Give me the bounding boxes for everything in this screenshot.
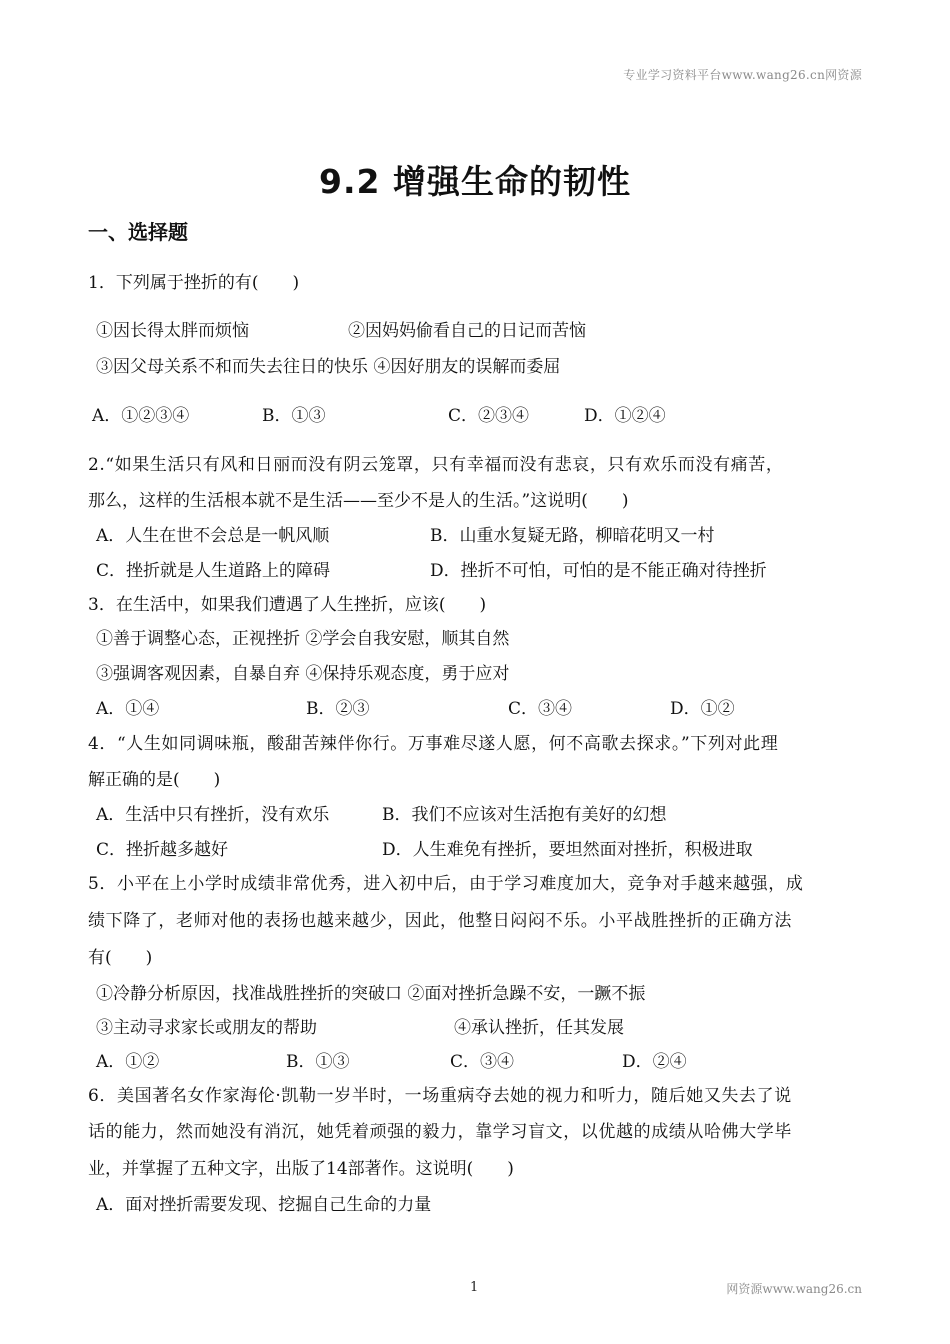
q3-option-a: A．①④	[96, 699, 160, 719]
q5-item-1: ①冷静分析原因，找准战胜挫折的突破口 ②面对挫折急躁不安，一蹶不振	[96, 984, 646, 1004]
q5-item-4: ④承认挫折，任其发展	[454, 1018, 624, 1038]
q1-option-a: A．①②③④	[92, 406, 190, 426]
q6-stem-line-2: 话的能力，然而她没有消沉，她凭着顽强的毅力，靠学习盲文，以优越的成绩从哈佛大学毕	[88, 1122, 792, 1142]
q3-option-c: C．③④	[508, 699, 573, 719]
q6-option-a: A．面对挫折需要发现、挖掘自己生命的力量	[96, 1195, 432, 1215]
q6-stem-line-1: 6．美国著名女作家海伦·凯勒一岁半时，一场重病夺去她的视力和听力，随后她又失去了说	[88, 1086, 792, 1106]
q1-option-d: D．①②④	[584, 406, 666, 426]
q4-stem-line-1: 4．“人生如同调味瓶，酸甜苦辣伴你行。万事难尽遂人愿，何不高歌去探求。”下列对此理	[88, 734, 779, 754]
q5-option-c: C．③④	[450, 1052, 515, 1072]
header-watermark: 专业学习资料平台www.wang26.cn网资源	[623, 68, 862, 82]
footer-watermark: 网资源www.wang26.cn	[726, 1282, 862, 1296]
q2-option-d: D．挫折不可怕，可怕的是不能正确对待挫折	[430, 561, 767, 581]
page-title: 9.2 增强生命的韧性	[319, 162, 631, 201]
q2-option-a: A．人生在世不会总是一帆风顺	[96, 526, 330, 546]
q2-option-b: B．山重水复疑无路，柳暗花明又一村	[430, 526, 715, 546]
q6-stem-line-3: 业，并掌握了五种文字，出版了14部著作。这说明( )	[88, 1159, 514, 1179]
q1-option-b: B．①③	[262, 406, 326, 426]
q5-stem-line-3: 有( )	[88, 948, 153, 968]
q5-option-a: A．①②	[96, 1052, 160, 1072]
q2-option-c: C．挫折就是人生道路上的障碍	[96, 561, 331, 581]
q1-stem: 1．下列属于挫折的有( )	[88, 273, 300, 293]
q5-stem-line-2: 绩下降了，老师对他的表扬也越来越少，因此，他整日闷闷不乐。小平战胜挫折的正确方法	[88, 911, 792, 931]
q1-item-1: ①因长得太胖而烦恼	[96, 321, 249, 341]
q2-stem-line-2: 那么，这样的生活根本就不是生活——至少不是人的生活。”这说明( )	[88, 491, 629, 511]
q4-option-c: C．挫折越多越好	[96, 840, 229, 860]
q5-item-3: ③主动寻求家长或朋友的帮助	[96, 1018, 317, 1038]
q3-option-d: D．①②	[670, 699, 735, 719]
q1-item-3: ③因父母关系不和而失去往日的快乐 ④因好朋友的误解而委屈	[96, 357, 561, 377]
q5-option-b: B．①③	[286, 1052, 350, 1072]
q1-item-2: ②因妈妈偷看自己的日记而苦恼	[348, 321, 586, 341]
q4-option-d: D．人生难免有挫折，要坦然面对挫折，积极进取	[382, 840, 753, 860]
q2-stem-line-1: 2.“如果生活只有风和日丽而没有阴云笼罩，只有幸福而没有悲哀，只有欢乐而没有痛苦，	[88, 455, 784, 475]
section-heading: 一、选择题	[88, 220, 188, 244]
q3-stem: 3．在生活中，如果我们遭遇了人生挫折，应该( )	[88, 595, 487, 615]
q1-option-c: C．②③④	[448, 406, 530, 426]
page-number: 1	[470, 1280, 479, 1295]
q5-stem-line-1: 5．小平在上小学时成绩非常优秀，进入初中后，由于学习难度加大，竞争对手越来越强，成	[88, 874, 804, 894]
q4-option-b: B．我们不应该对生活抱有美好的幻想	[382, 805, 667, 825]
q3-item-2: ③强调客观因素，自暴自弃 ④保持乐观态度，勇于应对	[96, 664, 510, 684]
q3-option-b: B．②③	[306, 699, 370, 719]
q5-option-d: D．②④	[622, 1052, 687, 1072]
q4-option-a: A．生活中只有挫折，没有欢乐	[96, 805, 330, 825]
q4-stem-line-2: 解正确的是( )	[88, 770, 221, 790]
q3-item-1: ①善于调整心态，正视挫折 ②学会自我安慰，顺其自然	[96, 629, 510, 649]
